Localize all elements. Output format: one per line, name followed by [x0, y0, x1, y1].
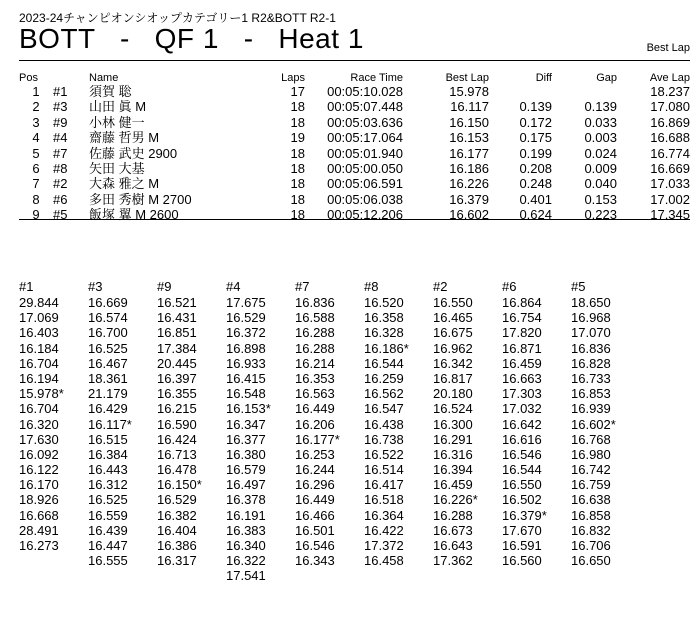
- lap-column: [157, 278, 226, 568]
- race-time-cell: 00:05:12.206: [327, 207, 403, 223]
- lap-time-cell: 16.465: [433, 310, 473, 326]
- lap-time-cell: 16.253: [295, 446, 335, 462]
- lap-column-header: #8: [364, 279, 379, 294]
- lap-time-cell: 16.616: [502, 431, 542, 447]
- lap-time-cell: 16.700: [88, 325, 128, 341]
- driver-name-cell: 佐藤 武史 2900: [89, 145, 178, 161]
- lap-column-header: #1: [19, 279, 34, 294]
- lap-time-cell: 16.394: [433, 462, 473, 478]
- lap-time-cell: 16.459: [502, 355, 542, 371]
- race-time-cell: 00:05:06.038: [327, 191, 403, 207]
- best-lap-cell: 16.379: [449, 191, 489, 207]
- laps-cell: 17: [290, 84, 305, 99]
- ave-lap-cell: 16.774: [650, 145, 690, 161]
- race-time-cell: 00:05:17.064: [327, 130, 403, 146]
- lap-time-cell: 16.555: [88, 553, 128, 569]
- lap-time-cell: 16.968: [571, 310, 611, 326]
- lap-time-cell: 16.529: [226, 310, 266, 326]
- lap-time-cell: 16.438: [364, 416, 404, 432]
- lap-time-cell: 16.529: [157, 492, 197, 508]
- race-time-cell: 00:05:01.940: [327, 145, 403, 161]
- lap-time-cell: 16.853: [571, 386, 611, 402]
- pos-cell: 9: [32, 207, 40, 223]
- kart-number-cell: #3: [53, 99, 68, 115]
- best-lap-cell: 16.186: [449, 161, 489, 177]
- lap-time-cell: 16.386: [157, 538, 197, 553]
- diff-cell: 0.175: [519, 130, 552, 146]
- lap-time-cell: 16.347: [226, 416, 266, 432]
- kart-number-cell: #7: [53, 145, 68, 161]
- best-lap-cell: 16.117: [450, 99, 489, 115]
- gap-cell: 0.033: [584, 114, 617, 130]
- col-laps: Laps: [281, 72, 305, 84]
- lap-time-cell: 16.515: [88, 431, 128, 447]
- diff-cell: 0.624: [519, 207, 552, 223]
- lap-time-cell: 16.643: [433, 538, 473, 553]
- lap-time-cell: 16.579: [226, 462, 266, 478]
- lap-time-cell: 16.864: [502, 295, 542, 310]
- ave-lap-cell: 17.080: [650, 99, 690, 115]
- lap-column-header: #5: [571, 279, 586, 294]
- laps-cell: 18: [290, 176, 305, 192]
- diff-cell: 0.248: [519, 176, 552, 192]
- lap-time-cell: 16.704: [19, 355, 59, 371]
- lap-column: [19, 278, 88, 553]
- lap-time-cell: 16.153*: [226, 401, 271, 417]
- lap-time-cell: 16.316: [433, 446, 473, 462]
- lap-time-cell: 16.514: [364, 462, 404, 478]
- lap-time-cell: 16.525: [88, 340, 128, 356]
- col-diff: Diff: [535, 72, 552, 84]
- lap-time-cell: 16.521: [157, 295, 197, 310]
- lap-time-cell: 16.742: [571, 462, 611, 478]
- race-time-cell: 00:05:10.028: [327, 84, 403, 99]
- gap-cell: 0.024: [584, 145, 617, 161]
- lap-time-cell: 15.978*: [19, 386, 64, 402]
- lap-time-cell: 16.424: [157, 431, 197, 447]
- lap-column: [88, 278, 157, 568]
- lap-time-cell: 16.092: [19, 446, 59, 462]
- best-lap-cell: 16.602: [449, 207, 489, 223]
- ave-lap-cell: 16.688: [650, 130, 690, 146]
- lap-time-cell: 16.429: [88, 401, 128, 417]
- lap-time-cell: 16.754: [502, 310, 542, 326]
- lap-column: [295, 278, 364, 568]
- lap-time-cell: 16.459: [433, 477, 473, 493]
- lap-column: [364, 278, 433, 568]
- lap-time-cell: 16.117*: [88, 416, 132, 432]
- event-subtitle: 2023-24チャンピオンシオップカテゴリー1 R2&BOTT R2-1: [19, 11, 336, 25]
- lap-time-cell: 18.650: [571, 295, 611, 310]
- lap-time-cell: 16.458: [364, 553, 404, 569]
- lap-time-cell: 16.650: [571, 553, 611, 569]
- lap-time-cell: 16.588: [295, 310, 335, 326]
- col-race-time: Race Time: [350, 72, 403, 84]
- kart-number-cell: #8: [53, 161, 68, 177]
- diff-cell: 0.172: [519, 114, 552, 130]
- title-divider: [19, 60, 690, 61]
- lap-time-cell: 16.574: [88, 310, 128, 326]
- lap-time-cell: 16.668: [19, 507, 59, 523]
- lap-time-cell: 16.546: [502, 446, 542, 462]
- lap-time-cell: 16.675: [433, 325, 473, 341]
- col-no: [53, 70, 89, 84]
- kart-number-cell: #6: [53, 191, 68, 207]
- lap-time-cell: 29.844: [19, 295, 59, 310]
- lap-time-cell: 17.630: [19, 431, 59, 447]
- pos-cell: 3: [32, 114, 40, 130]
- laps-cell: 18: [290, 99, 305, 115]
- race-time-cell: 00:05:00.050: [327, 161, 403, 177]
- lap-time-cell: 16.851: [157, 325, 197, 341]
- lap-time-cell: 18.926: [19, 492, 59, 508]
- race-time-cell: 00:05:06.591: [327, 176, 403, 192]
- lap-column: [571, 278, 640, 568]
- lap-time-cell: 16.342: [433, 355, 473, 371]
- results-divider: [19, 219, 690, 220]
- lap-time-cell: 16.300: [433, 416, 473, 432]
- lap-time-cell: 16.502: [502, 492, 542, 508]
- lap-time-cell: 16.602*: [571, 416, 616, 432]
- race-time-cell: 00:05:07.448: [327, 99, 403, 115]
- pos-cell: 1: [32, 84, 40, 99]
- lap-time-cell: 16.520: [364, 295, 404, 310]
- lap-time-cell: 16.478: [157, 462, 197, 478]
- lap-time-cell: 16.550: [502, 477, 542, 493]
- driver-name-cell: 山田 眞 M: [89, 99, 147, 115]
- lap-time-cell: 16.524: [433, 401, 473, 417]
- lap-time-cell: 21.179: [88, 386, 128, 402]
- lap-time-cell: 16.170: [19, 477, 59, 493]
- gap-cell: 0.223: [584, 207, 617, 223]
- lap-time-cell: 16.291: [433, 431, 473, 447]
- col-name: Name: [89, 72, 119, 84]
- driver-name-cell: 齋藤 哲男 M: [89, 130, 160, 146]
- best-lap-cell: 16.153: [449, 130, 489, 146]
- lap-time-cell: 16.733: [571, 370, 611, 386]
- best-lap-cell: 15.978: [449, 84, 489, 99]
- lap-column-header: #9: [157, 279, 172, 294]
- lap-time-cell: 16.638: [571, 492, 611, 508]
- lap-column-header: #3: [88, 279, 103, 294]
- lap-time-cell: 16.384: [88, 446, 128, 462]
- best-lap-cell: 16.150: [449, 114, 489, 130]
- lap-time-cell: 16.317: [157, 553, 197, 569]
- results-table: [19, 70, 690, 223]
- driver-name-cell: 大森 雅之 M: [89, 176, 160, 192]
- pos-cell: 6: [32, 161, 40, 177]
- lap-time-cell: 16.449: [295, 401, 335, 417]
- lap-time-cell: 16.546: [295, 538, 335, 553]
- lap-time-cell: 20.180: [433, 386, 473, 402]
- lap-time-cell: 16.547: [364, 401, 404, 417]
- table-row: [19, 146, 690, 161]
- lap-time-cell: 16.669: [88, 295, 128, 310]
- lap-time-cell: 16.759: [571, 477, 611, 493]
- lap-time-cell: 16.962: [433, 340, 473, 356]
- lap-time-cell: 16.563: [295, 386, 335, 402]
- lap-time-cell: 16.704: [19, 401, 59, 417]
- laps-cell: 18: [290, 207, 305, 223]
- lap-time-cell: 16.439: [88, 522, 128, 538]
- ave-lap-cell: 18.237: [650, 84, 690, 99]
- lap-time-cell: 16.518: [364, 492, 404, 508]
- lap-time-cell: 16.828: [571, 355, 611, 371]
- kart-number-cell: #9: [53, 114, 68, 130]
- lap-time-cell: 16.980: [571, 446, 611, 462]
- lap-time-cell: 16.467: [88, 355, 128, 371]
- diff-cell: 0.199: [519, 145, 552, 161]
- lap-time-cell: 16.403: [19, 325, 59, 341]
- lap-time-cell: 16.226*: [433, 492, 478, 508]
- driver-name-cell: 多田 秀樹 M 2700: [89, 191, 192, 207]
- lap-time-cell: 16.377: [226, 431, 266, 447]
- lap-time-cell: 16.358: [364, 310, 404, 326]
- col-ave-lap: Ave Lap: [649, 72, 690, 84]
- lap-time-cell: 16.898: [226, 340, 266, 356]
- lap-time-cell: 16.525: [88, 492, 128, 508]
- lap-time-cell: 16.206: [295, 416, 335, 432]
- lap-time-cell: 20.445: [157, 355, 197, 371]
- table-row: [19, 84, 690, 99]
- lap-time-cell: 16.590: [157, 416, 197, 432]
- lap-time-cell: 16.415: [226, 370, 266, 386]
- lap-time-cell: 16.706: [571, 538, 611, 553]
- race-time-cell: 00:05:03.636: [327, 114, 403, 130]
- pos-cell: 8: [32, 191, 40, 207]
- lap-time-cell: 16.422: [364, 522, 404, 538]
- table-row: [19, 130, 690, 145]
- lap-time-cell: 17.541: [226, 568, 266, 584]
- lap-time-cell: 18.361: [88, 370, 128, 386]
- lap-time-cell: 16.544: [502, 462, 542, 478]
- lap-time-cell: 16.312: [88, 477, 128, 493]
- gap-cell: 0.009: [584, 161, 617, 177]
- table-row: [19, 161, 690, 176]
- lap-time-cell: 16.343: [295, 553, 335, 569]
- lap-time-cell: 16.933: [226, 355, 266, 371]
- pos-cell: 7: [32, 176, 40, 192]
- table-row: [19, 99, 690, 114]
- lap-time-cell: 16.817: [433, 370, 473, 386]
- lap-time-cell: 16.383: [226, 522, 266, 538]
- driver-name-cell: 矢田 大基: [89, 161, 145, 177]
- kart-number-cell: #5: [53, 207, 68, 223]
- lap-time-cell: 16.380: [226, 446, 266, 462]
- lap-time-cell: 16.836: [571, 340, 611, 356]
- diff-cell: 0.208: [519, 161, 552, 177]
- lap-time-cell: 16.768: [571, 431, 611, 447]
- lap-time-cell: 16.550: [433, 295, 473, 310]
- gap-cell: 0.040: [584, 176, 617, 192]
- lap-time-cell: 16.244: [295, 462, 335, 478]
- lap-time-cell: 16.194: [19, 370, 59, 386]
- lap-time-cell: 16.443: [88, 462, 128, 478]
- lap-time-cell: 16.562: [364, 386, 404, 402]
- lap-time-cell: 16.378: [226, 492, 266, 508]
- lap-column: [433, 278, 502, 568]
- lap-time-cell: 16.673: [433, 522, 473, 538]
- lap-time-cell: 16.832: [571, 522, 611, 538]
- ave-lap-cell: 17.002: [650, 191, 690, 207]
- laps-cell: 18: [290, 114, 305, 130]
- col-best-lap: Best Lap: [445, 72, 489, 84]
- lap-time-cell: 16.548: [226, 386, 266, 402]
- laps-cell: 18: [290, 161, 305, 177]
- driver-name-cell: 須賀 聡: [89, 84, 132, 99]
- lap-time-cell: 16.355: [157, 386, 197, 402]
- lap-time-cell: 16.497: [226, 477, 266, 493]
- lap-time-cell: 16.353: [295, 370, 335, 386]
- gap-cell: 0.139: [584, 99, 617, 115]
- lap-time-cell: 16.214: [295, 355, 335, 371]
- driver-name-cell: 小林 健一: [89, 114, 145, 130]
- table-row: [19, 115, 690, 130]
- lap-column-header: #7: [295, 279, 310, 294]
- lap-time-cell: 17.670: [502, 522, 542, 538]
- lap-time-cell: 16.320: [19, 416, 59, 432]
- lap-time-cell: 28.491: [19, 522, 59, 538]
- lap-time-cell: 16.663: [502, 370, 542, 386]
- lap-time-cell: 17.675: [226, 295, 266, 310]
- lap-time-cell: 16.591: [502, 538, 542, 553]
- laps-cell: 18: [290, 191, 305, 207]
- table-row: [19, 192, 690, 207]
- lap-time-cell: 16.447: [88, 538, 128, 553]
- lap-time-cell: 16.522: [364, 446, 404, 462]
- lap-time-cell: 16.322: [226, 553, 266, 569]
- lap-time-cell: 16.215: [157, 401, 197, 417]
- kart-number-cell: #4: [53, 130, 68, 146]
- lap-time-cell: 16.642: [502, 416, 542, 432]
- laps-cell: 19: [290, 130, 305, 146]
- driver-name-cell: 飯塚 翼 M 2600: [89, 207, 179, 223]
- lap-time-cell: 16.397: [157, 370, 197, 386]
- lap-time-cell: 17.372: [364, 538, 404, 553]
- lap-time-cell: 16.466: [295, 507, 335, 523]
- kart-number-cell: #1: [53, 84, 68, 99]
- lap-time-cell: 16.191: [226, 507, 266, 523]
- best-lap-cell: 16.226: [449, 176, 489, 192]
- lap-time-cell: 16.559: [88, 507, 128, 523]
- lap-time-cell: 17.303: [502, 386, 542, 402]
- lap-time-cell: 17.384: [157, 340, 197, 356]
- lap-column: [502, 278, 571, 568]
- diff-cell: 0.401: [519, 191, 552, 207]
- gap-cell: [552, 84, 617, 99]
- laps-cell: 18: [290, 145, 305, 161]
- lap-time-cell: 16.364: [364, 507, 404, 523]
- lap-time-cell: 17.362: [433, 553, 473, 569]
- ave-lap-cell: 17.345: [650, 207, 690, 223]
- lap-time-cell: 16.382: [157, 507, 197, 523]
- lap-time-cell: 16.288: [433, 507, 473, 523]
- results-header-row: [19, 70, 690, 84]
- lap-column-header: #4: [226, 279, 241, 294]
- lap-time-cell: 16.404: [157, 522, 197, 538]
- lap-time-cell: 16.417: [364, 477, 404, 493]
- col-pos: Pos: [19, 72, 38, 84]
- col-gap: Gap: [596, 72, 617, 84]
- lap-time-cell: 16.296: [295, 477, 335, 493]
- lap-time-cell: 16.449: [295, 492, 335, 508]
- pos-cell: 2: [32, 99, 40, 115]
- lap-column: [226, 278, 295, 584]
- pos-cell: 4: [32, 130, 40, 146]
- kart-number-cell: #2: [53, 176, 68, 192]
- pos-cell: 5: [32, 145, 40, 161]
- lap-time-cell: 16.560: [502, 553, 542, 569]
- ave-lap-cell: 17.033: [650, 176, 690, 192]
- lap-column-header: #6: [502, 279, 517, 294]
- gap-cell: 0.003: [584, 130, 617, 146]
- page-title: BOTT - QF 1 - Heat 1: [19, 23, 364, 54]
- lap-time-cell: 16.259: [364, 370, 404, 386]
- diff-cell: 0.139: [519, 99, 552, 115]
- lap-time-cell: 16.328: [364, 325, 404, 341]
- lap-time-cell: 16.273: [19, 538, 59, 553]
- lap-time-cell: 16.871: [502, 340, 542, 356]
- lap-time-cell: 17.069: [19, 310, 59, 326]
- lap-time-cell: 16.431: [157, 310, 197, 326]
- lap-time-cell: 16.184: [19, 340, 59, 356]
- lap-time-cell: 16.544: [364, 355, 404, 371]
- lap-time-cell: 16.122: [19, 462, 59, 478]
- lap-time-cell: 16.340: [226, 538, 266, 553]
- lap-time-cell: 16.836: [295, 295, 335, 310]
- table-row: [19, 176, 690, 191]
- lap-time-cell: 16.177*: [295, 431, 340, 447]
- lap-time-cell: 16.150*: [157, 477, 202, 493]
- lap-time-cell: 16.379*: [502, 507, 547, 523]
- lap-time-cell: 17.820: [502, 325, 542, 341]
- ave-lap-cell: 16.869: [650, 114, 690, 130]
- table-row: [19, 207, 690, 222]
- lap-time-cell: 16.288: [295, 340, 335, 356]
- lap-time-cell: 16.713: [157, 446, 197, 462]
- lap-time-cell: 16.288: [295, 325, 335, 341]
- lap-time-cell: 16.501: [295, 522, 335, 538]
- lap-time-cell: 16.939: [571, 401, 611, 417]
- gap-cell: 0.153: [584, 191, 617, 207]
- lap-time-cell: 16.858: [571, 507, 611, 523]
- best-lap-label: Best Lap: [646, 42, 690, 54]
- lap-column-header: #2: [433, 279, 448, 294]
- lap-time-cell: 17.070: [571, 325, 611, 341]
- ave-lap-cell: 16.669: [650, 161, 690, 177]
- best-lap-cell: 16.177: [449, 145, 489, 161]
- lap-time-cell: 17.032: [502, 401, 542, 417]
- lap-time-cell: 16.738: [364, 431, 404, 447]
- diff-cell: [489, 84, 552, 99]
- lap-time-cell: 16.372: [226, 325, 266, 341]
- lap-time-cell: 16.186*: [364, 340, 409, 356]
